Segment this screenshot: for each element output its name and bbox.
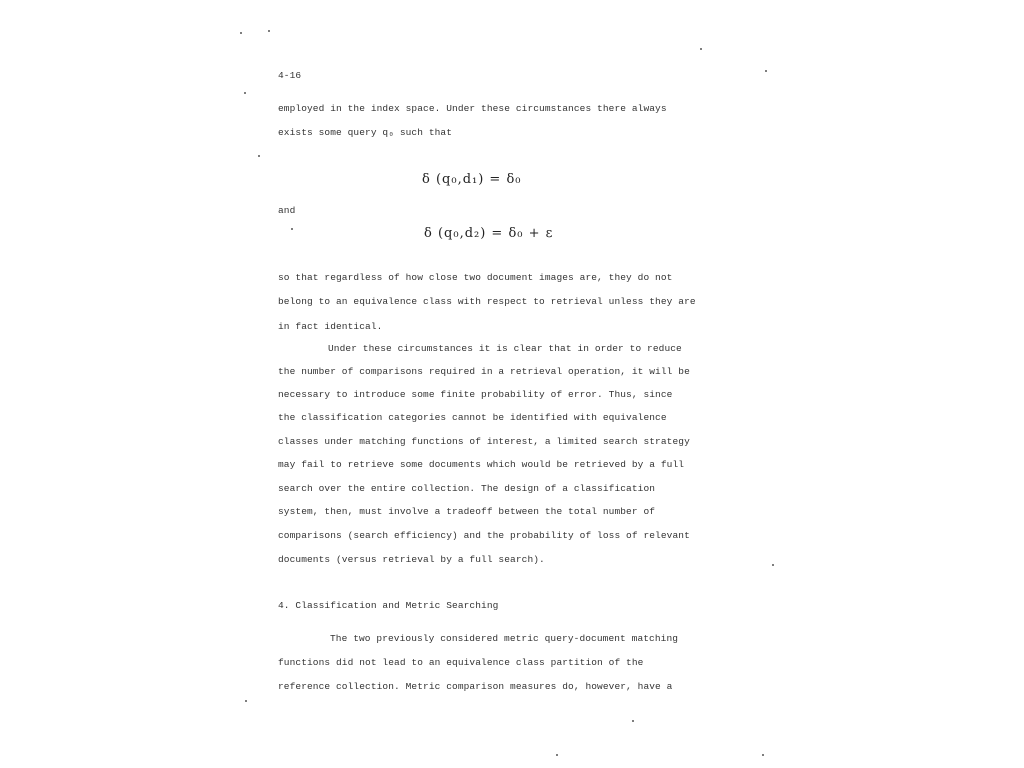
section-heading: 4. Classification and Metric Searching xyxy=(278,600,499,611)
scan-speck xyxy=(258,155,260,157)
paragraph-line: may fail to retrieve some documents which would be retrieved by a full xyxy=(278,459,685,470)
paragraph-line: system, then, must involve a tradeoff between the total number of xyxy=(278,506,656,517)
equation-1: δ (q₀,d₁) = δ₀ xyxy=(422,172,522,187)
scan-speck xyxy=(762,754,764,756)
paragraph-line: search over the entire collection. The design of a classification xyxy=(278,483,656,494)
paragraph-line: Under these circumstances it is clear that in order to reduce xyxy=(328,343,682,354)
scan-speck xyxy=(772,564,774,566)
paragraph-line: classes under matching functions of interest, a limited search strategy xyxy=(278,436,690,447)
paragraph-line: the classification categories cannot be identified with equivalence xyxy=(278,412,667,423)
paragraph-line: necessary to introduce some finite probability of error. Thus, since xyxy=(278,389,673,400)
paragraph-line: in fact identical. xyxy=(278,321,383,332)
scan-speck xyxy=(765,70,767,72)
scan-speck xyxy=(268,30,270,32)
paragraph-line: The two previously considered metric query-document matching xyxy=(330,633,679,644)
scan-speck xyxy=(291,228,293,230)
paragraph-line: belong to an equivalence class with respect to retrieval unless they are xyxy=(278,296,696,307)
scan-speck xyxy=(245,700,247,702)
paragraph-line: reference collection. Metric comparison measures do, however, have a xyxy=(278,681,673,692)
paragraph-line: employed in the index space. Under these circumstances there always xyxy=(278,103,667,114)
scan-speck xyxy=(632,720,634,722)
page-number: 4-16 xyxy=(278,70,302,81)
scan-speck xyxy=(700,48,702,50)
paragraph-line: and xyxy=(278,205,296,216)
paragraph-line: functions did not lead to an equivalence class partition of the xyxy=(278,657,644,668)
scan-speck xyxy=(244,92,246,94)
paragraph-line: so that regardless of how close two document images are, they do not xyxy=(278,272,673,283)
equation-2: δ (q₀,d₂) = δ₀ + ε xyxy=(424,226,554,241)
paragraph-line: exists some query q₀ such that xyxy=(278,127,453,138)
scan-speck xyxy=(240,32,242,34)
paragraph-line: documents (versus retrieval by a full search). xyxy=(278,554,545,565)
paragraph-line: comparisons (search efficiency) and the probability of loss of relevant xyxy=(278,530,690,541)
scan-speck xyxy=(556,754,558,756)
paragraph-line: the number of comparisons required in a retrieval operation, it will be xyxy=(278,366,690,377)
